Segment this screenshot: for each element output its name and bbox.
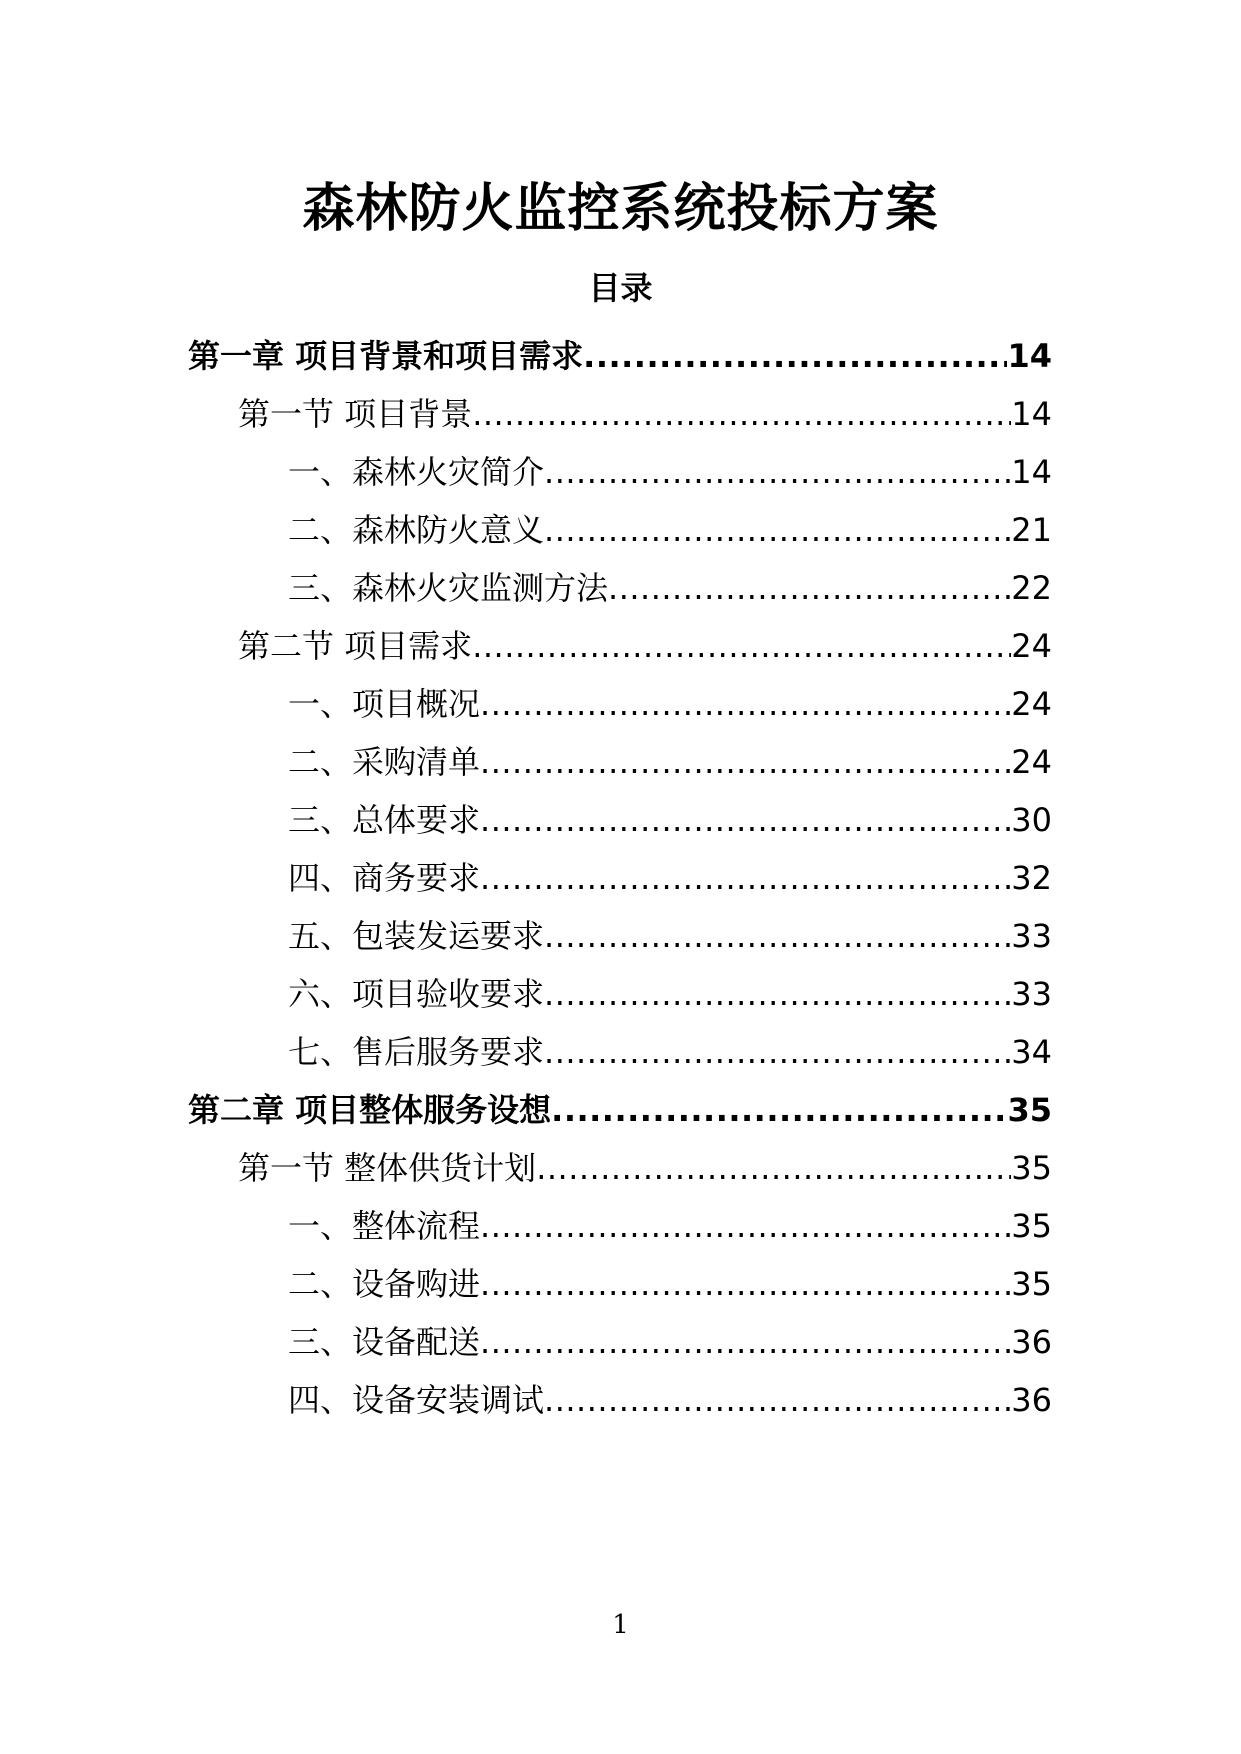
toc-entry-label: 一、项目概况 (288, 685, 481, 723)
toc-leader-dots (480, 1322, 1011, 1362)
page-number: 1 (612, 1610, 629, 1640)
toc-entry-label: 三、设备配送 (288, 1323, 481, 1361)
toc-entry[interactable] (288, 1312, 1052, 1362)
toc-entry[interactable] (238, 384, 1052, 434)
toc-entry-page: 24 (1011, 627, 1052, 665)
toc-entry-label: 第一章 项目背景和项目需求 (188, 337, 584, 375)
toc-entry[interactable] (188, 326, 1052, 376)
toc-leader-dots (472, 394, 1011, 434)
toc-entry-page: 36 (1011, 1323, 1052, 1361)
toc-entry-label: 三、森林火灾监测方法 (288, 569, 609, 607)
toc-entry[interactable] (238, 616, 1052, 666)
toc-leader-dots (536, 1148, 1011, 1188)
toc-entry[interactable] (288, 1022, 1052, 1072)
toc-leader-dots (480, 858, 1011, 898)
toc-entry[interactable] (288, 1254, 1052, 1304)
toc-entry-page: 34 (1011, 1033, 1052, 1071)
toc-entry-label: 第一节 项目背景 (238, 395, 473, 433)
toc-heading: 目录 (588, 269, 653, 307)
toc-entry-label: 二、森林防火意义 (288, 511, 545, 549)
toc-entry-label: 三、总体要求 (288, 801, 481, 839)
toc-entry[interactable] (288, 964, 1052, 1014)
toc-entry-page: 35 (1011, 1149, 1052, 1187)
toc-leader-dots (544, 452, 1011, 492)
toc-entry-page: 21 (1011, 511, 1052, 549)
toc-leader-dots (480, 684, 1011, 724)
toc-leader-dots (480, 800, 1011, 840)
toc-leader-dots (544, 1380, 1011, 1420)
toc-entry-label: 五、包装发运要求 (288, 917, 545, 955)
toc-entry-page: 35 (1011, 1207, 1052, 1245)
toc-entry[interactable] (238, 1138, 1052, 1188)
toc-entry-label: 七、售后服务要求 (288, 1033, 545, 1071)
toc-entry[interactable] (288, 732, 1052, 782)
toc-entry-page: 30 (1011, 801, 1052, 839)
toc-leader-dots (544, 916, 1011, 956)
toc-entry-page: 35 (1007, 1091, 1052, 1129)
toc-leader-dots (544, 510, 1011, 550)
toc-entry[interactable] (288, 790, 1052, 840)
toc-entry-label: 四、设备安装调试 (288, 1381, 545, 1419)
toc-leader-dots (608, 568, 1011, 608)
toc-entry-page: 14 (1011, 453, 1052, 491)
toc-entry-label: 第一节 整体供货计划 (238, 1149, 537, 1187)
toc-entry[interactable] (288, 848, 1052, 898)
toc-leader-dots (544, 1032, 1011, 1072)
toc-leader-dots (472, 626, 1011, 666)
toc-entry-page: 32 (1011, 859, 1052, 897)
toc-entry[interactable] (288, 558, 1052, 608)
toc-leader-dots (480, 1206, 1011, 1246)
toc-leader-dots (480, 742, 1011, 782)
toc-entry[interactable] (288, 442, 1052, 492)
toc-leader-dots (544, 974, 1011, 1014)
toc-entry[interactable] (188, 1080, 1052, 1130)
toc-entry-label: 二、设备购进 (288, 1265, 481, 1303)
toc-entry-page: 24 (1011, 685, 1052, 723)
toc-entry[interactable] (288, 674, 1052, 724)
document-title: 森林防火监控系统投标方案 (302, 179, 939, 239)
toc-entry-page: 35 (1011, 1265, 1052, 1303)
toc-entry-page: 14 (1011, 395, 1052, 433)
toc-entry[interactable] (288, 906, 1052, 956)
toc-entry-page: 24 (1011, 743, 1052, 781)
toc-entry-page: 33 (1011, 917, 1052, 955)
toc-entry[interactable] (288, 500, 1052, 550)
toc-entry-page: 33 (1011, 975, 1052, 1013)
toc-entry-label: 一、森林火灾简介 (288, 453, 545, 491)
toc-leader-dots (480, 1264, 1011, 1304)
toc-entry[interactable] (288, 1370, 1052, 1420)
toc-entry-page: 36 (1011, 1381, 1052, 1419)
toc-entry-label: 六、项目验收要求 (288, 975, 545, 1013)
toc-entry-label: 一、整体流程 (288, 1207, 481, 1245)
toc-entry[interactable] (288, 1196, 1052, 1246)
toc-leader-dots (583, 336, 1007, 376)
toc-entry-label: 第二章 项目整体服务设想 (188, 1091, 552, 1129)
toc-entry-label: 第二节 项目需求 (238, 627, 473, 665)
toc-entry-label: 四、商务要求 (288, 859, 481, 897)
toc-entry-page: 22 (1011, 569, 1052, 607)
toc-entry-label: 二、采购清单 (288, 743, 481, 781)
toc-entry-page: 14 (1007, 337, 1052, 375)
toc-leader-dots (551, 1090, 1007, 1130)
